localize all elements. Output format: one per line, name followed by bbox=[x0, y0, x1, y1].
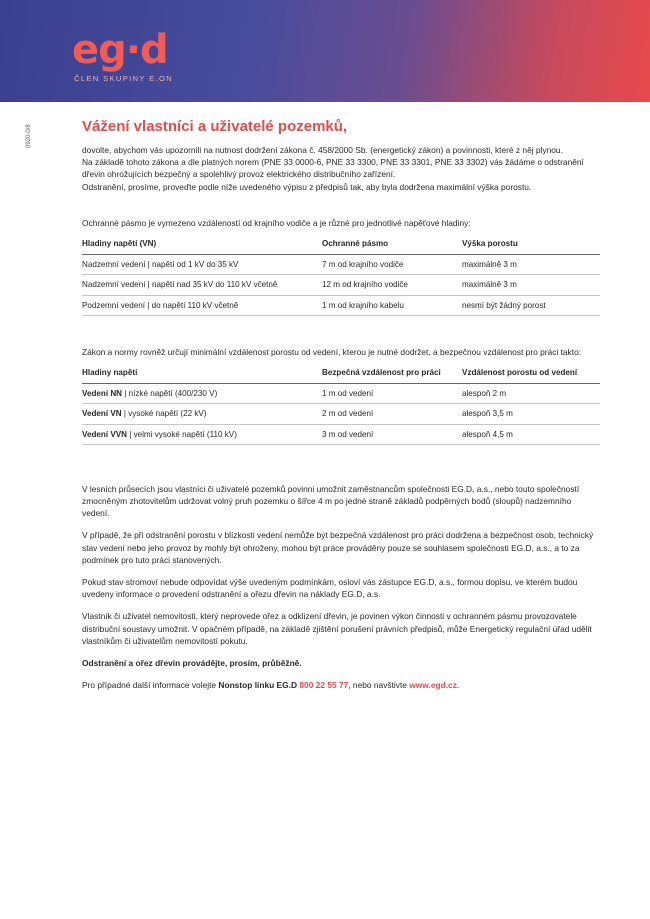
table-row bbox=[82, 255, 600, 275]
intro-line: dřevin ohrožujících bezpečný a spolehlivý provoz elektrického distribučního zařízení. bbox=[82, 169, 396, 180]
intro-line: dovolte, abychom vás upozornili na nutnost dodržení zákona č. 458/2000 Sb. (energetický zákon) a povinnosti, které z něj plynou. bbox=[82, 145, 563, 155]
voltage-level-detail: | vysoké napětí (22 kV) bbox=[121, 409, 207, 419]
table-cell: 3 m od vedení bbox=[322, 424, 462, 444]
website-link[interactable]: www.egd.cz bbox=[409, 680, 457, 691]
owner-obligation-paragraph: Vlastník či uživatel nemovitosti, který neprovede ořez a odklizení dřevin, je povinen výkon činnosti v ochranném pásmu provozovatele distribuční soustavy umožnit. V opačném případě, na základě zjištění porušení právních předpisů, může Energetický regulační úřad udělit vlastníkům či uživatelům nemovitostí pokutu. bbox=[82, 611, 592, 646]
info-mid: , nebo navštivte bbox=[348, 680, 410, 691]
table2-intro: Zákon a normy rovněž určují minimální vzdálenost porostu od vedení, kterou je nutné dodržet, a bezpečnou vzdálenost pro práci takto: bbox=[82, 346, 582, 357]
table-row bbox=[82, 275, 600, 295]
info-line bbox=[82, 679, 600, 691]
table-cell: 1 m od krajního kabelu bbox=[322, 295, 462, 315]
table-row bbox=[82, 384, 600, 404]
intro-paragraph bbox=[82, 144, 600, 193]
voltage-level-name: Vedení VN bbox=[82, 409, 122, 419]
voltage-level-name: Vedení VVN bbox=[82, 429, 127, 439]
table-cell bbox=[82, 424, 322, 444]
table-cell: alespoň 3,5 m bbox=[462, 404, 600, 424]
column-header: Výška porostu bbox=[462, 238, 600, 255]
table-cell: maximálně 3 m bbox=[462, 255, 600, 275]
safe-distance-table bbox=[82, 367, 600, 445]
document-code: 0920-0/8 bbox=[26, 124, 32, 148]
table-cell: Podzemní vedení | do napětí 110 kV včetně bbox=[82, 295, 322, 315]
table-cell: alespoň 4,5 m bbox=[462, 424, 600, 444]
info-prefix: Pro případné další informace volejte bbox=[82, 680, 219, 691]
protection-zone-table bbox=[82, 238, 600, 316]
intro-line: Odstranění, prosíme, proveďte podle níže uvedeného výpisu z předpisů tak, aby byla dodržena maximální výška porostu. bbox=[82, 181, 532, 192]
table-cell: maximálně 3 m bbox=[462, 275, 600, 295]
column-header: Hladiny napětí bbox=[82, 367, 322, 384]
contact-paragraph: Pokud stav stromoví nebude odpovídat výše uvedeným podmínkám, osloví vás zástupce EG.D, a.s., formou dopisu, ve kterém budou uvedeny informace o provedení odstranění a ořezu dřevin na náklady EG.D, a.s. bbox=[82, 577, 578, 600]
egd-logo: eg·d bbox=[72, 27, 168, 73]
table-row bbox=[82, 404, 600, 424]
table-row bbox=[82, 424, 600, 444]
table-header-row bbox=[82, 238, 600, 255]
closing-request: Odstranění a ořez dřevin provádějte, prosím, průběžně. bbox=[82, 658, 302, 669]
table-row bbox=[82, 295, 600, 315]
table-cell: nesmí být žádný porost bbox=[462, 295, 600, 315]
table1-intro: Ochranné pásmo je vymezeno vzdáleností od krajního vodiče a je různé pro jednotlivé napěťové hladiny: bbox=[82, 217, 471, 228]
forest-clearing-paragraph: V lesních průsecích jsou vlastníci či uživatelé pozemků povinni umožnit zaměstnancům společnosti EG.D, a.s., nebo touto společností zmocněným zhotovitelům udržovat volný pruh pozemku o šířce 4 m po jedné straně základů podpěrných bodů (sloupů) nadzemního vedení. bbox=[82, 483, 580, 519]
safety-paragraph: V případě, že při odstranění porostu v blízkosti vedení nemůže být bezpečná vzdálenost pro práci dodržena a bezpečnost osob, technický stav vedení nebo jeho provoz by mohly být ohroženy, mohou být práce prováděny pouze se souhlasem společnosti EG.D, a.s., a to za podmínek pro tuto práci stanovených. bbox=[82, 530, 594, 565]
letter-body bbox=[82, 118, 600, 691]
table-cell: 12 m od krajního vodiče bbox=[322, 275, 462, 295]
column-header: Vzdálenost porostu od vedení bbox=[462, 367, 600, 384]
table-cell bbox=[82, 384, 322, 404]
voltage-level-name: Vedení NN bbox=[82, 389, 123, 399]
table-cell: Nadzemní vedení | napětí nad 35 kV do 110 kV včetně bbox=[82, 275, 322, 295]
voltage-level-detail: | velmi vysoké napětí (110 kV) bbox=[126, 429, 237, 439]
voltage-level-detail: | nízké napětí (400/230 V) bbox=[122, 389, 218, 399]
table-cell: 1 m od vedení bbox=[322, 384, 462, 404]
table-cell: 7 m od krajního vodiče bbox=[322, 255, 462, 275]
column-header: Bezpečná vzdálenost pro práci bbox=[322, 367, 462, 384]
info-end: . bbox=[456, 680, 460, 691]
table-cell bbox=[82, 404, 322, 424]
table-cell: Nadzemní vedení | napětí od 1 kV do 35 kV bbox=[82, 255, 322, 275]
letter-greeting: Vážení vlastníci a uživatelé pozemků, bbox=[82, 118, 348, 135]
logo-tagline: ČLEN SKUPINY E.ON bbox=[74, 74, 174, 83]
table-cell: alespoň 2 m bbox=[462, 384, 600, 404]
hotline-label: Nonstop linku EG.D bbox=[218, 680, 300, 691]
table-cell: 2 m od vedení bbox=[322, 404, 462, 424]
column-header: Hladiny napětí (VN) bbox=[82, 238, 322, 255]
column-header: Ochranné pásmo bbox=[322, 238, 462, 255]
intro-line: Na základě tohoto zákona a dle platných norem (PNE 33 0000-6, PNE 33 3300, PNE 33 3301, PNE 33 3302) vás žádáme o odstranění bbox=[82, 157, 584, 168]
hotline-phone: 800 22 55 77 bbox=[299, 680, 349, 691]
table-header-row bbox=[82, 367, 600, 384]
